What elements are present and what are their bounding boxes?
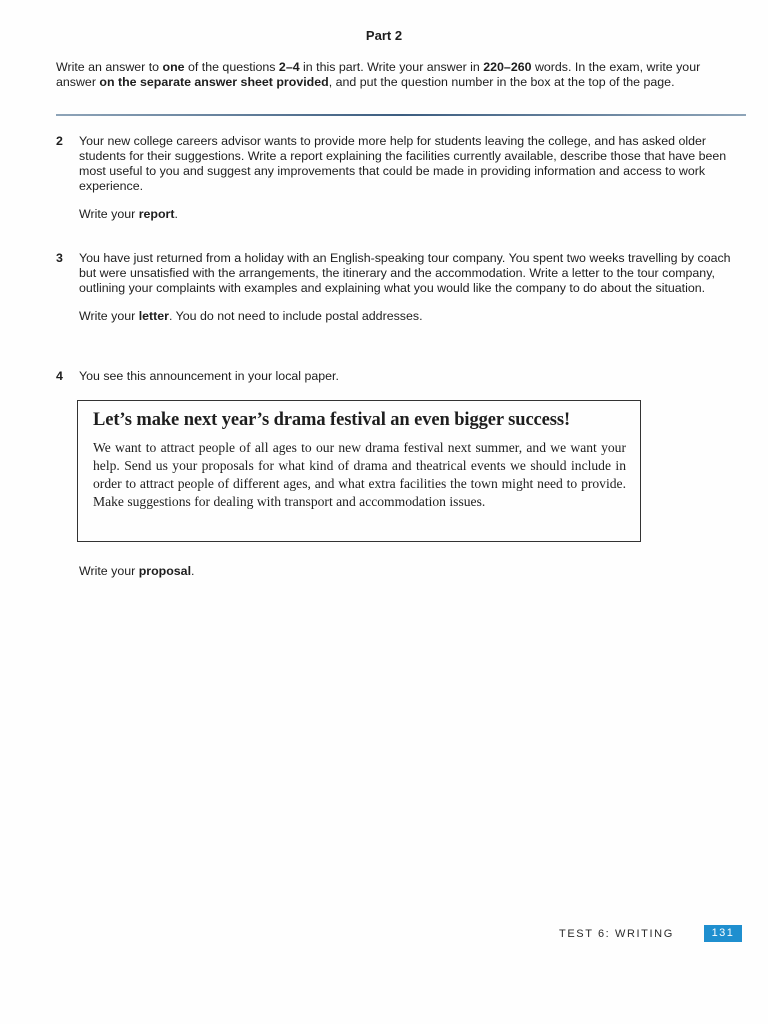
part-title: Part 2 (365, 28, 403, 43)
instructions-text: Write an answer to (56, 60, 163, 74)
task-type: report (138, 207, 175, 221)
instruction-text: Write your (79, 309, 139, 323)
question-prompt: Your new college careers advisor wants to provide more help for students leaving the college, and has asked older students for their suggestions. Write a report explaining the facilities currently available, describe those that have been most useful to you and suggest any improvements that could be made in providing information and access to work experience. (79, 134, 727, 193)
instructions-text: , and put the question number in the box at the top of the page. (328, 75, 675, 89)
instructions-emphasis-answer-sheet: on the separate answer sheet provided (99, 75, 329, 89)
instruction-text: Write your (79, 207, 139, 221)
instructions-emphasis-one: one (162, 60, 185, 74)
section-divider (56, 114, 746, 116)
instructions-emphasis-wordcount: 220–260 (483, 60, 532, 74)
announcement-text: We want to attract people of all ages to our new drama festival next summer, and we want your help. Send us your proposals for what kind of drama and theatrical events we should include in order to attract people of different ages, and what extra facilities the town might need to provide. Make suggestions for dealing with transport and accommodation issues. (93, 440, 626, 509)
question-prompt: You see this announcement in your local paper. (79, 369, 339, 383)
question-number: 3 (56, 251, 63, 265)
question-instruction (79, 564, 743, 579)
instructions-paragraph (56, 60, 724, 90)
question-number: 4 (56, 369, 63, 383)
task-type: letter (138, 309, 169, 323)
instructions-text: of the questions (184, 60, 279, 74)
instruction-text: . (191, 564, 195, 578)
announcement-box (77, 400, 641, 542)
question-instruction (79, 207, 743, 222)
instructions-text: words. In the exam, write your answer (56, 60, 701, 89)
announcement-title: Let’s make next year’s drama festival an even bigger success! (93, 410, 571, 430)
question-number: 2 (56, 134, 63, 148)
instruction-text: Write your (79, 564, 139, 578)
instruction-text: . (174, 207, 178, 221)
question-instruction (79, 309, 743, 324)
instructions-emphasis-range: 2–4 (278, 60, 300, 74)
page-number-badge: 131 (704, 925, 742, 942)
footer-section-label: TEST 6: WRITING (559, 928, 674, 940)
instructions-text: in this part. Write your answer in (299, 60, 484, 74)
instruction-text: . You do not need to include postal addresses. (169, 309, 423, 323)
question-prompt: You have just returned from a holiday with an English-speaking tour company. You spent two weeks travelling by coach but were unsatisfied with the arrangements, the itinerary and the accommodation. Write a letter to the tour company, outlining your complaints with examples and explaining what you would like the company to do about the situation. (79, 251, 731, 295)
task-type: proposal (138, 564, 192, 578)
